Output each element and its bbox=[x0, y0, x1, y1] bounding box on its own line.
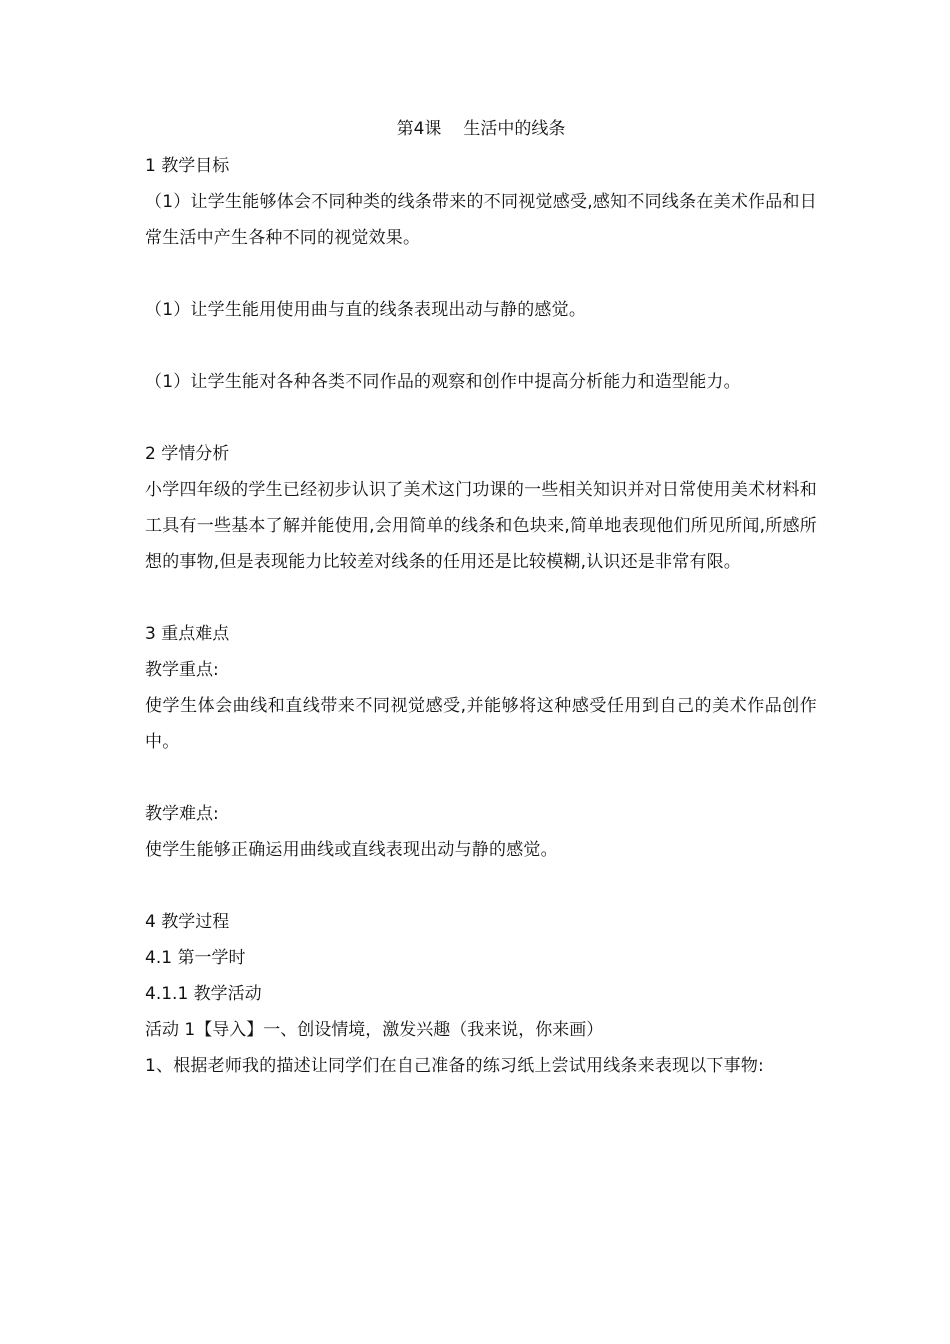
lesson-title bbox=[145, 112, 817, 146]
subsection-heading: 4.1.1 教学活动 bbox=[145, 984, 262, 1004]
section-heading-process: 4 教学过程 bbox=[145, 912, 230, 932]
section-heading-analysis: 2 学情分析 bbox=[145, 444, 230, 464]
difficulty-label: 教学难点: bbox=[145, 804, 219, 824]
difficulty-body: 使学生能够正确运用曲线或直线表现出动与静的感觉。 bbox=[145, 840, 558, 860]
goal-item: （1）让学生能对各种各类不同作品的观察和创作中提高分析能力和造型能力。 bbox=[145, 372, 741, 392]
section-heading-goals: 1 教学目标 bbox=[145, 156, 230, 176]
subsection-heading: 4.1 第一学时 bbox=[145, 948, 246, 968]
key-point-body: 使学生体会曲线和直线带来不同视觉感受,并能够将这种感受任用到自己的美术作品创作中。 bbox=[145, 696, 817, 752]
goal-item: （1）让学生能用使用曲与直的线条表现出动与静的感觉。 bbox=[145, 300, 587, 320]
section-heading-keypoints: 3 重点难点 bbox=[145, 624, 230, 644]
activity-step: 1、根据老师我的描述让同学们在自己准备的练习纸上尝试用线条来表现以下事物: bbox=[145, 1056, 764, 1076]
analysis-paragraph: 小学四年级的学生已经初步认识了美术这门功课的一些相关知识并对日常使用美术材料和工具有一些基本了解并能使用,会用简单的线条和色块来,简单地表现他们所见所闻,所感所想的事物,但是表现能力比较差对线条的任用还是比较模糊,认识还是非常有限。 bbox=[145, 480, 817, 572]
activity-heading: 活动 1【导入】一、创设情境，激发兴趣（我来说，你来画） bbox=[145, 1020, 604, 1040]
document-page bbox=[145, 112, 817, 1084]
goal-item: （1）让学生能够体会不同种类的线条带来的不同视觉感受,感知不同线条在美术作品和日常生活中产生各种不同的视觉效果。 bbox=[145, 192, 817, 248]
lesson-name: 生活中的线条 bbox=[463, 119, 566, 139]
lesson-number: 第4课 bbox=[396, 119, 442, 139]
key-point-label: 教学重点: bbox=[145, 660, 219, 680]
